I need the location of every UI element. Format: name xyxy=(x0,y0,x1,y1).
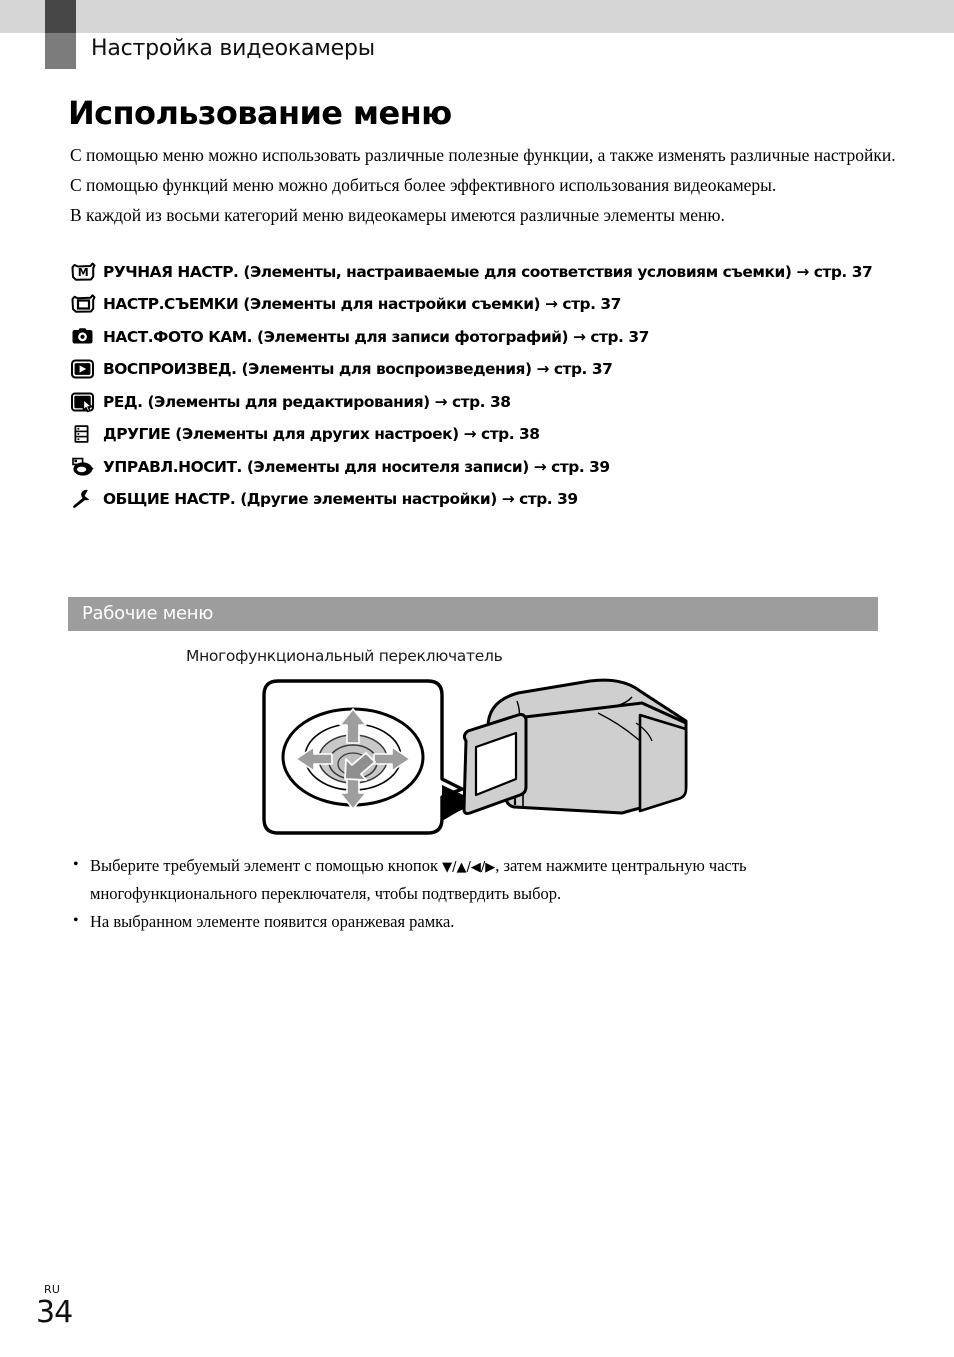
intro-text xyxy=(70,140,900,230)
shooting-settings-icon xyxy=(70,293,100,315)
menu-category-list xyxy=(70,261,910,521)
edit-icon xyxy=(70,391,100,413)
bullet-dot: • xyxy=(73,856,79,873)
photo-camera-icon xyxy=(70,326,100,348)
menu-category-general-settings xyxy=(70,488,910,510)
bullet-text-after: , затем нажмите центральную часть многофункционального переключателя, чтобы подтвердить выбор. xyxy=(90,856,747,903)
menu-category-label: УПРАВЛ.НОСИТ. (Элементы для носителя записи) → стр. 39 xyxy=(103,457,610,476)
chapter-tab-marker-dark xyxy=(45,0,76,33)
top-gray-band xyxy=(0,0,954,33)
section-header-bar xyxy=(68,597,878,631)
playback-icon xyxy=(70,358,100,380)
multifunction-selector-diagram xyxy=(170,645,700,845)
diagram-caption: Многофункциональный переключатель xyxy=(186,647,503,665)
menu-category-shooting-settings xyxy=(70,293,910,315)
others-icon xyxy=(70,423,100,445)
manual-settings-icon xyxy=(70,261,100,283)
menu-category-label: НАСТР.СЪЕМКИ (Элементы для настройки съемки) → стр. 37 xyxy=(103,295,621,313)
menu-category-manual-settings xyxy=(70,261,910,283)
menu-category-label: ОБЩИЕ НАСТР. (Другие элементы настройки) → стр. 39 xyxy=(103,490,578,508)
menu-category-others xyxy=(70,423,910,445)
list-item xyxy=(70,909,900,935)
chapter-title: Настройка видеокамеры xyxy=(91,36,375,61)
chapter-tab-marker-mid xyxy=(45,33,76,69)
camcorder-illustration xyxy=(170,667,700,845)
menu-category-label: РЕД. (Элементы для редактирования) → стр. 38 xyxy=(103,392,511,411)
bullet-text-before: Выберите требуемый элемент с помощью кнопок xyxy=(90,856,443,875)
wrench-icon xyxy=(70,488,100,510)
list-item xyxy=(70,853,900,907)
bullet-text-before: На выбранном элементе появится оранжевая рамка. xyxy=(90,912,455,931)
menu-category-playback xyxy=(70,358,910,380)
menu-category-label: ДРУГИЕ (Элементы для других настроек) → стр. 38 xyxy=(103,425,540,443)
menu-category-photo-camera xyxy=(70,326,910,348)
menu-category-media-manage xyxy=(70,456,910,478)
menu-category-edit xyxy=(70,391,910,413)
page-number: 34 xyxy=(36,1295,73,1330)
instruction-bullets xyxy=(70,853,900,937)
locale-label: RU xyxy=(44,1283,61,1296)
intro-paragraph-2: В каждой из восьми категорий меню видеокамеры имеются различные элементы меню. xyxy=(70,205,725,225)
page-title: Использование меню xyxy=(68,94,452,133)
bullet-dot: • xyxy=(73,912,79,929)
menu-category-label: ВОСПРОИЗВЕД. (Элементы для воспроизведения) → стр. 37 xyxy=(103,360,613,378)
menu-category-label: НАСТ.ФОТО КАМ. (Элементы для записи фотографий) → стр. 37 xyxy=(103,327,649,346)
media-manage-icon xyxy=(70,456,100,478)
menu-category-label: РУЧНАЯ НАСТР. (Элементы, настраиваемые для соответствия условиям съемки) → стр. 37 xyxy=(103,263,873,281)
intro-paragraph-1: С помощью меню можно использовать различные полезные функции, а также изменять различные настройки. С помощью функций меню можно добиться более эффективного использования видеокамеры. xyxy=(70,145,896,195)
svg-text:M: M xyxy=(77,266,89,279)
direction-glyphs: ▼/▲/◀/▶ xyxy=(442,860,496,875)
section-header-label: Рабочие меню xyxy=(82,603,214,624)
camcorder-body xyxy=(464,680,686,813)
